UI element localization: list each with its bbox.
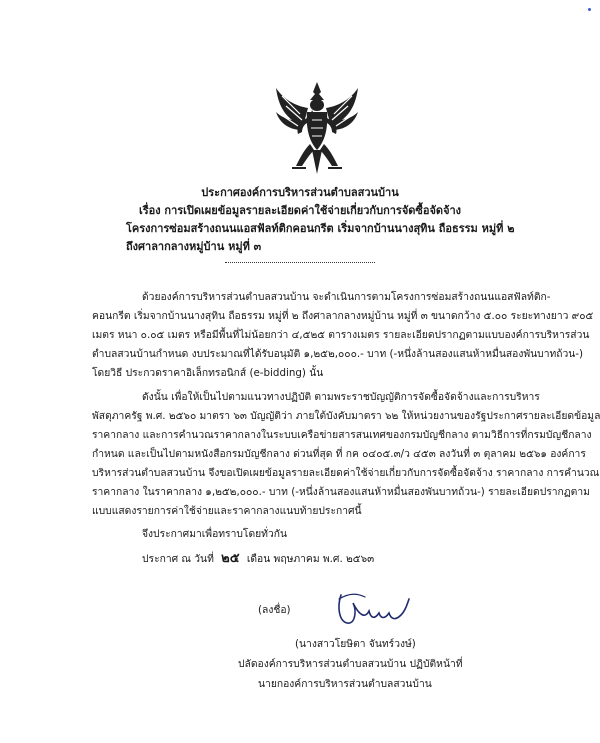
date-prefix: ประกาศ ณ วันที่ <box>142 553 214 565</box>
date-day: ๒๕ <box>221 551 240 566</box>
subject-line: เรื่อง การเปิดเผยข้อมูลรายละเอียดค่าใช้จ่ายเกี่ยวกับการจัดซื้อจัดจ้าง <box>138 204 462 217</box>
signatory-position-2: นายกองค์การบริหารส่วนตำบลสวนบ้าน <box>258 678 432 690</box>
signatory-position-1: ปลัดองค์การบริหารส่วนตำบลสวนบ้าน ปฏิบัติหน้าที่ <box>238 658 463 670</box>
paragraph1-line: คอนกรีต เริ่มจากบ้านนางสุทิน ถือธรรม หมู่ที่ ๒ ถึงศาลากลางหมู่บ้าน หมู่ที่ ๓ ขนาดกว้าง ๕.๐๐ ระยะทางยาว ๙๐๕ <box>92 310 594 322</box>
paragraph2-line: พัสดุภาครัฐ พ.ศ. ๒๕๖๐ มาตรา ๖๓ บัญญัติว่า ภายใต้บังคับมาตรา ๖๒ ให้หน่วยงานของรัฐประกาศรายละเอียดข้อมูล <box>92 410 600 422</box>
garuda-emblem <box>272 78 362 178</box>
date-line <box>142 552 374 566</box>
separator-line <box>225 262 375 263</box>
announce-statement: จึงประกาศมาเพื่อทราบโดยทั่วกัน <box>142 528 288 540</box>
paragraph2-line: บริหารส่วนตำบลสวนบ้าน จึงขอเปิดเผยข้อมูลรายละเอียดค่าใช้จ่ายเกี่ยวกับการจัดซื้อจัดจ้าง ราคากลาง การคำนวณ <box>92 467 600 479</box>
paragraph2-line: กำหนด และเป็นไปตามหนังสือกรมบัญชีกลาง ด่วนที่สุด ที่ กค ๐๔๐๕.๓/ว ๔๕๓ ลงวันที่ ๓ ตุลาคม ๒๕๖๑ องค์การ <box>92 448 586 460</box>
scan-mark <box>588 8 591 11</box>
project-line-1: โครงการซ่อมสร้างถนนแอสฟัลท์ติกคอนกรีต เริ่มจากบ้านนางสุทิน ถือธรรม หมู่ที่ ๒ <box>126 222 515 235</box>
date-month-year: เดือน พฤษภาคม พ.ศ. ๒๕๖๓ <box>246 553 375 565</box>
paragraph2-line: ดังนั้น เพื่อให้เป็นไปตามแนวทางปฏิบัติ ตามพระราชบัญญัติการจัดซื้อจัดจ้างและการบริหาร <box>142 391 540 403</box>
paragraph2-line: ราคากลาง ในราคากลาง ๑,๒๕๒,๐๐๐.- บาท (-หนึ่งล้านสองแสนห้าหมื่นสองพันบาทถ้วน-) รายละเอียดปรากฏตาม <box>92 486 590 498</box>
announcement-title: ประกาศองค์การบริหารส่วนตำบลสวนบ้าน <box>201 186 399 199</box>
paragraph1-line: เมตร หนา ๐.๐๕ เมตร หรือมีพื้นที่ไม่น้อยกว่า ๔,๕๒๕ ตารางเมตร รายละเอียดปรากฏตามแบบองค์การบริหารส่วน <box>92 329 590 341</box>
project-line-2: ถึงศาลากลางหมู่บ้าน หมู่ที่ ๓ <box>126 240 262 253</box>
signatory-name: (นางสาวโยษิตา จันทร์วงษ์) <box>295 638 416 650</box>
paragraph2-line: แบบแสดงรายการค่าใช้จ่ายและราคากลางแนบท้ายประกาศนี้ <box>92 505 362 517</box>
paragraph1-line: โดยวิธี ประกวดราคาอิเล็กทรอนิกส์ (e-bidding) นั้น <box>92 367 324 379</box>
paragraph2-line: ราคากลาง และการคำนวณราคากลางในระบบเครือข่ายสารสนเทศของกรมบัญชีกลาง ตามวิธีการที่กรมบัญชีกลาง <box>92 429 592 441</box>
signature-label: (ลงชื่อ) <box>258 604 291 616</box>
paragraph1-line: ตำบลสวนบ้านกำหนด งบประมาณที่ได้รับอนุมัติ ๑,๒๕๒,๐๐๐.- บาท (-หนึ่งล้านสองแสนห้าหมื่นสองพันบาทถ้วน-) <box>92 348 584 360</box>
handwritten-signature <box>335 585 415 635</box>
paragraph1-line: ด้วยองค์การบริหารส่วนตำบลสวนบ้าน จะดำเนินการตามโครงการซ่อมสร้างถนนแอสฟัลท์ติก- <box>142 291 551 303</box>
